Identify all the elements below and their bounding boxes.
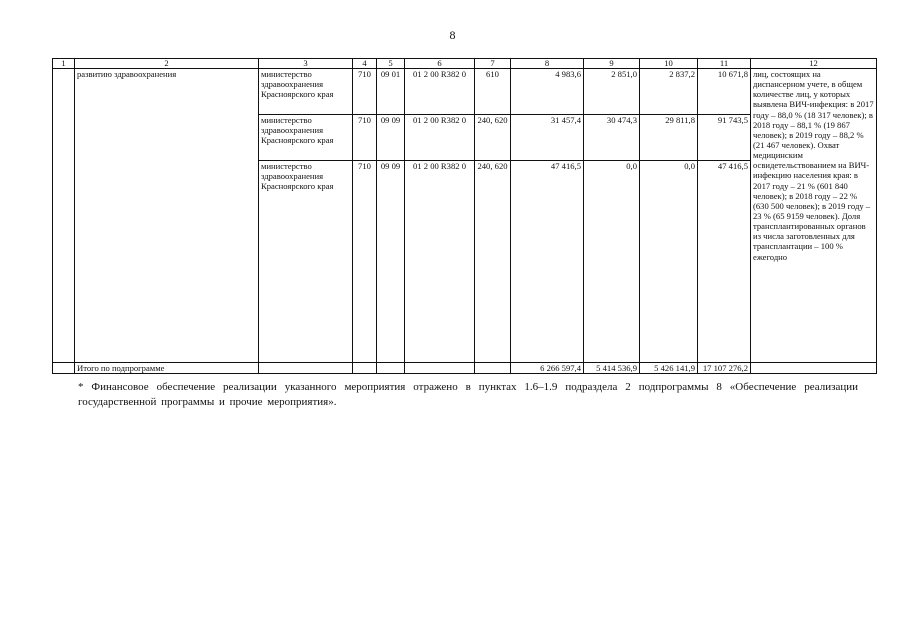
cell-expense-type: 240, 620	[475, 115, 511, 161]
cell-grbs: 710	[353, 69, 377, 115]
cell-empty	[353, 363, 377, 374]
total-year-2018: 5 414 536,9	[584, 363, 640, 374]
cell-expected-result: лиц, состоящих на диспансерном учете, в общем количестве лиц, у которых выявлена ВИЧ-инфекция: в 2017 году – 88,0 % (18 317 человек); в 2018 году – 88,1 % (19 867 человек); в 2019 году – 88,2 % (21 467 человек). Охват медицинским освидетельствованием на ВИЧ-инфекцию населения края: в 2017 году – 21 % (601 840 человек); в 2018 году – 22 % (630 500 человек); в 2019 году – 23 % (65 9159 человек). Доля трансплантированных органов из числа заготовленных для трансплантации – 100 % ежегодно	[751, 69, 877, 363]
header-cell: 8	[511, 59, 584, 69]
cell-expense-type: 610	[475, 69, 511, 115]
cell-ministry: министерство здравоохранения Красноярского края	[259, 69, 353, 115]
header-cell: 6	[405, 59, 475, 69]
cell-section: 09 09	[377, 161, 405, 363]
cell-section: 09 01	[377, 69, 405, 115]
cell-target-code: 01 2 00 R382 0	[405, 115, 475, 161]
cell-section: 09 09	[377, 115, 405, 161]
cell-expense-type: 240, 620	[475, 161, 511, 363]
cell-empty	[475, 363, 511, 374]
table-row	[53, 69, 877, 115]
total-period: 17 107 276,2	[698, 363, 751, 374]
cell-year-2018: 0,0	[584, 161, 640, 363]
header-cell: 4	[353, 59, 377, 69]
cell-empty	[377, 363, 405, 374]
table-header-row	[53, 59, 877, 69]
header-cell: 10	[640, 59, 698, 69]
cell-col1	[53, 363, 75, 374]
cell-empty	[259, 363, 353, 374]
cell-year-2019: 29 811,8	[640, 115, 698, 161]
header-cell: 1	[53, 59, 75, 69]
cell-ministry: министерство здравоохранения Красноярского края	[259, 115, 353, 161]
header-cell: 3	[259, 59, 353, 69]
cell-empty	[405, 363, 475, 374]
cell-target-code: 01 2 00 R382 0	[405, 69, 475, 115]
cell-grbs: 710	[353, 115, 377, 161]
footnote: * Финансовое обеспечение реализации указанного мероприятия отражено в пунктах 1.6–1.9 подраздела 2 подпрограммы 8 «Обеспечение реализации государственной программы и прочие мероприятия».	[78, 381, 858, 408]
cell-year-2018: 30 474,3	[584, 115, 640, 161]
cell-year-2018: 2 851,0	[584, 69, 640, 115]
cell-period-total: 47 416,5	[698, 161, 751, 363]
budget-table	[52, 58, 877, 374]
total-year-2017: 6 266 597,4	[511, 363, 584, 374]
page-number: 8	[449, 28, 456, 42]
header-cell: 9	[584, 59, 640, 69]
total-year-2019: 5 426 141,9	[640, 363, 698, 374]
header-cell: 7	[475, 59, 511, 69]
table-total-row	[53, 363, 877, 374]
cell-activity-name: развитию здравоохранения	[75, 69, 259, 363]
cell-target-code: 01 2 00 R382 0	[405, 161, 475, 363]
cell-col1	[53, 69, 75, 363]
cell-period-total: 91 743,5	[698, 115, 751, 161]
cell-year-2017: 47 416,5	[511, 161, 584, 363]
header-cell: 2	[75, 59, 259, 69]
cell-year-2017: 4 983,6	[511, 69, 584, 115]
header-cell: 11	[698, 59, 751, 69]
cell-grbs: 710	[353, 161, 377, 363]
cell-empty	[751, 363, 877, 374]
header-cell: 5	[377, 59, 405, 69]
cell-year-2017: 31 457,4	[511, 115, 584, 161]
cell-year-2019: 2 837,2	[640, 69, 698, 115]
header-cell: 12	[751, 59, 877, 69]
cell-ministry: министерство здравоохранения Красноярского края	[259, 161, 353, 363]
total-label: Итого по подпрограмме	[75, 363, 259, 374]
cell-period-total: 10 671,8	[698, 69, 751, 115]
cell-year-2019: 0,0	[640, 161, 698, 363]
